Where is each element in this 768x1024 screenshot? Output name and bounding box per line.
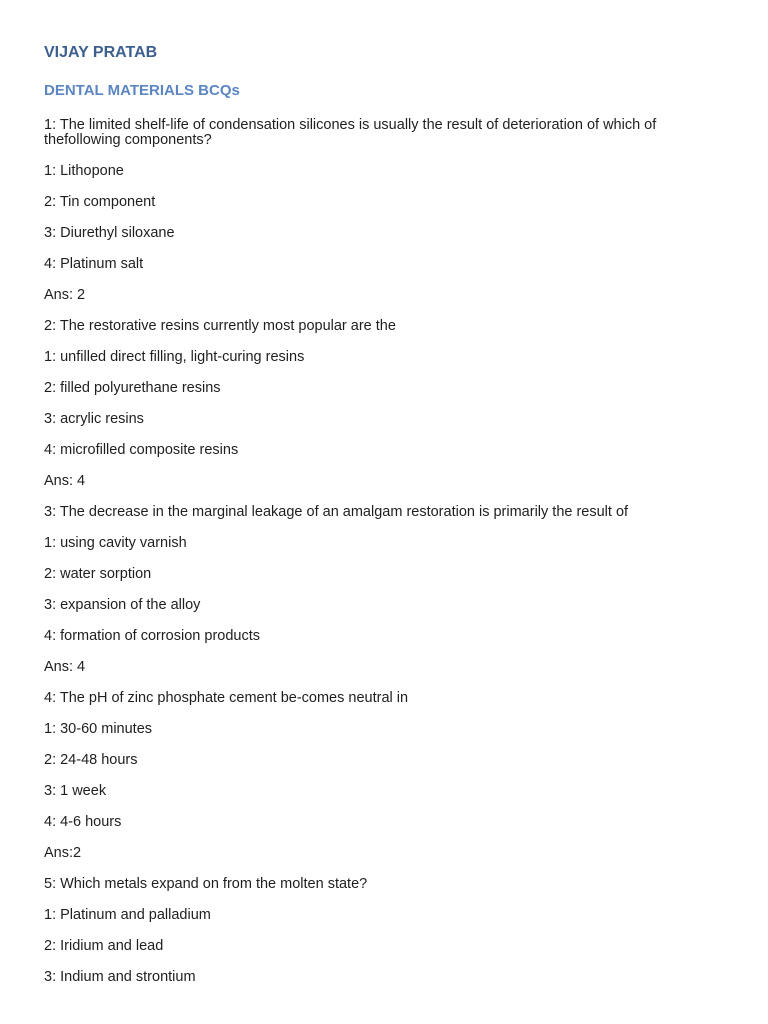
question-3-text: 3: The decrease in the marginal leakage of an amalgam restoration is primarily the result of xyxy=(44,504,629,520)
question-1-option-1: 1: Lithopone xyxy=(44,163,124,179)
question-2-option-4: 4: microfilled composite resins xyxy=(44,442,239,458)
question-4-option-4: 4: 4-6 hours xyxy=(44,814,122,830)
question-2-answer: Ans: 4 xyxy=(44,473,86,489)
question-1-option-2: 2: Tin component xyxy=(44,194,156,210)
question-3-option-2: 2: water sorption xyxy=(44,566,152,582)
question-4-option-3: 3: 1 week xyxy=(44,783,107,799)
question-1-text: 1: The limited shelf-life of condensation silicones is usually the result of deterioration of which of thefollowing components? xyxy=(44,117,657,148)
question-2-option-2: 2: filled polyurethane resins xyxy=(44,380,221,396)
question-3-option-3: 3: expansion of the alloy xyxy=(44,597,201,613)
question-4-option-2: 2: 24-48 hours xyxy=(44,752,138,768)
question-1-option-4: 4: Platinum salt xyxy=(44,256,144,272)
question-2-option-3: 3: acrylic resins xyxy=(44,411,144,427)
question-3-option-4: 4: formation of corrosion products xyxy=(44,628,260,644)
question-4-text: 4: The pH of zinc phosphate cement be-comes neutral in xyxy=(44,690,409,706)
question-5-option-1: 1: Platinum and palladium xyxy=(44,907,211,923)
question-1-answer: Ans: 2 xyxy=(44,287,86,303)
question-2-option-1: 1: unfilled direct filling, light-curing resins xyxy=(44,349,305,365)
question-list xyxy=(44,118,734,1001)
question-5-option-2: 2: Iridium and lead xyxy=(44,938,164,954)
question-4-option-1: 1: 30-60 minutes xyxy=(44,721,153,737)
document-title: DENTAL MATERIALS BCQs xyxy=(44,82,240,99)
question-3-answer: Ans: 4 xyxy=(44,659,86,675)
author-name: VIJAY PRATAB xyxy=(44,44,158,61)
question-2-text: 2: The restorative resins currently most popular are the xyxy=(44,318,396,334)
question-5-text: 5: Which metals expand on from the molten state? xyxy=(44,876,368,892)
question-5-option-3: 3: Indium and strontium xyxy=(44,969,196,985)
question-4-answer: Ans:2 xyxy=(44,845,82,861)
question-1-option-3: 3: Diurethyl siloxane xyxy=(44,225,175,241)
question-3-option-1: 1: using cavity varnish xyxy=(44,535,187,551)
